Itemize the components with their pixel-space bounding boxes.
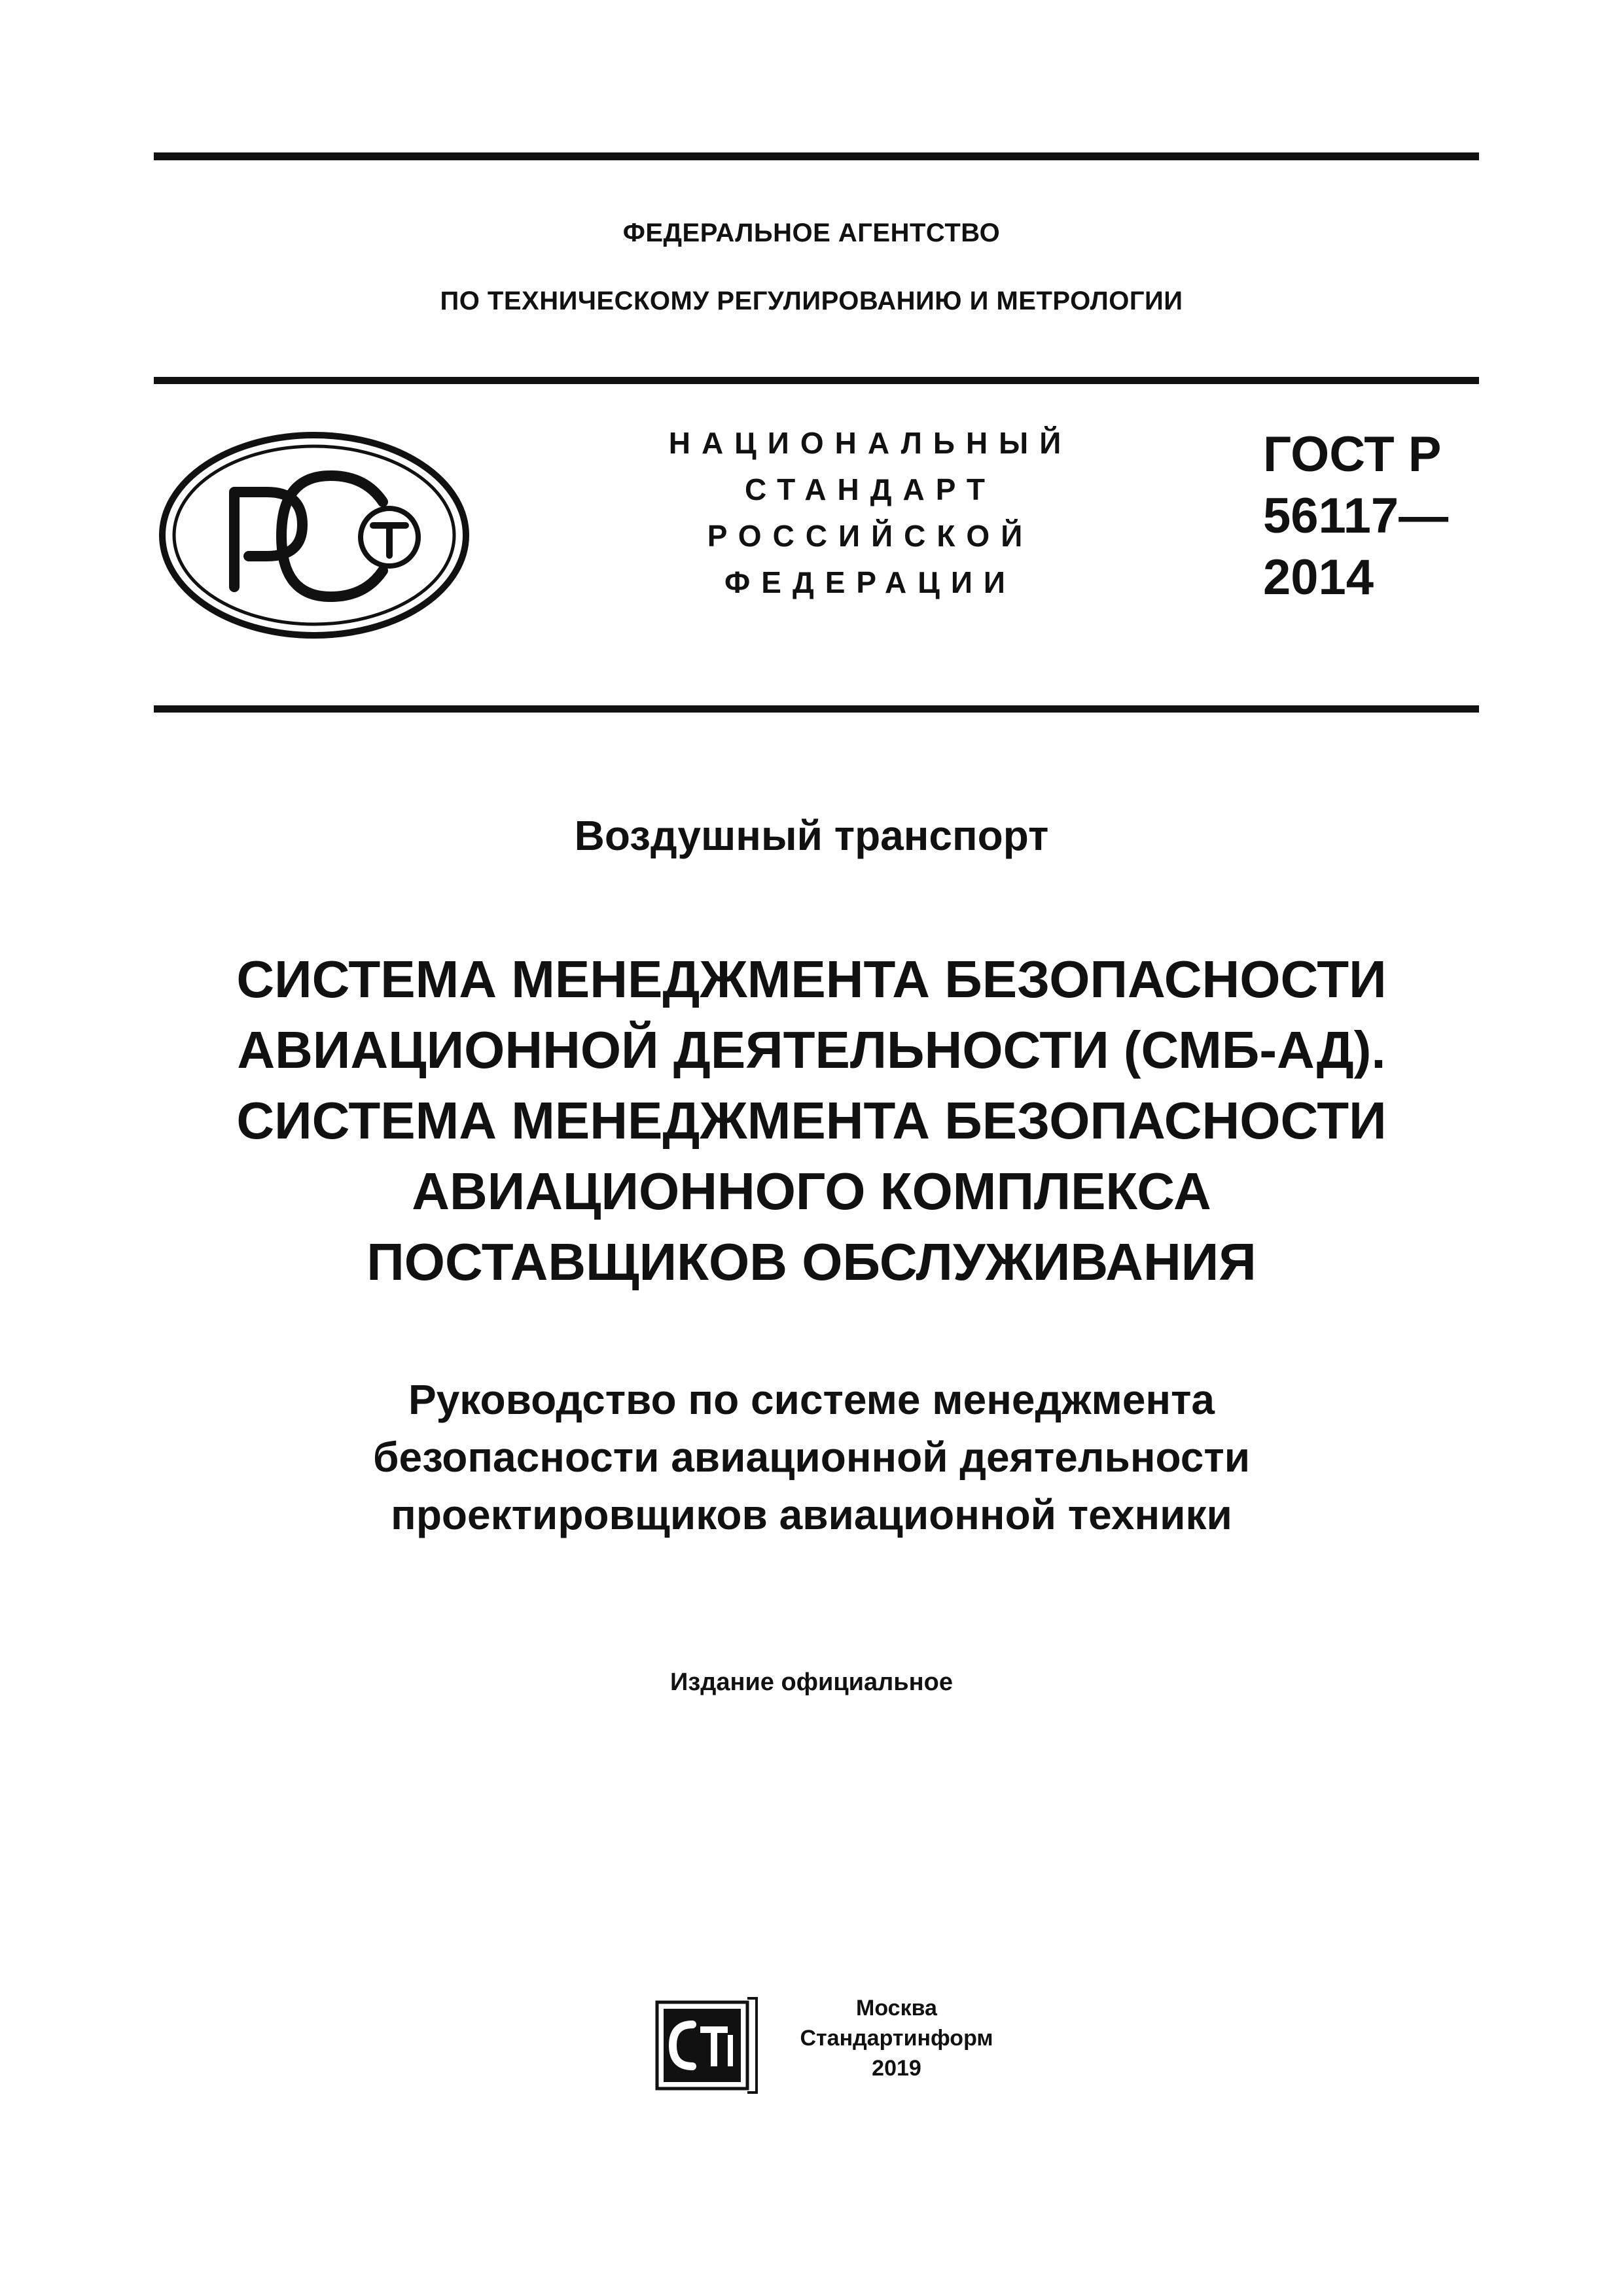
top-rule <box>154 152 1479 160</box>
national-line: РОССИЙСКОЙ <box>707 519 1034 553</box>
subtitle-line: Руководство по системе менеджмента <box>408 1376 1215 1423</box>
publisher-name: Стандартинформ <box>800 2026 993 2051</box>
title-line: АВИАЦИОННОГО КОМПЛЕКСА <box>412 1162 1211 1220</box>
title-line: СИСТЕМА МЕНЕДЖМЕНТА БЕЗОПАСНОСТИ <box>236 1091 1387 1150</box>
title-line: ПОСТАВЩИКОВ ОБСЛУЖИВАНИЯ <box>366 1233 1257 1291</box>
subtitle-line: проектировщиков авиационной техники <box>391 1491 1232 1538</box>
agency-line-2: ПО ТЕХНИЧЕСКОМУ РЕГУЛИРОВАНИЮ И МЕТРОЛОГИИ <box>440 287 1183 315</box>
gost-line: 2014 <box>1263 550 1374 605</box>
rst-conformity-mark-icon <box>157 430 471 641</box>
national-line: ФЕДЕРАЦИИ <box>724 565 1016 599</box>
document-title <box>0 944 1623 1298</box>
publisher-block <box>759 1993 1034 2083</box>
document-subject: Воздушный транспорт <box>574 812 1049 859</box>
document-subtitle <box>0 1371 1623 1544</box>
title-line: АВИАЦИОННОЙ ДЕЯТЕЛЬНОСТИ (СМБ-АД). <box>237 1021 1386 1079</box>
national-line: НАЦИОНАЛЬНЫЙ <box>668 426 1073 460</box>
gost-line: ГОСТ Р <box>1263 427 1442 482</box>
header-rule <box>154 377 1479 384</box>
national-standard-label <box>615 420 1126 606</box>
standard-rule <box>154 705 1479 713</box>
subtitle-line: безопасности авиационной деятельности <box>372 1434 1251 1481</box>
agency-line-1: ФЕДЕРАЛЬНОЕ АГЕНТСТВО <box>622 219 1001 247</box>
gost-line: 56117— <box>1263 488 1449 544</box>
edition-label: Издание официальное <box>670 1669 953 1696</box>
national-line: СТАНДАРТ <box>745 472 996 506</box>
publisher-city: Москва <box>856 1996 937 2021</box>
publisher-year: 2019 <box>872 2056 921 2081</box>
title-line: СИСТЕМА МЕНЕДЖМЕНТА БЕЗОПАСНОСТИ <box>236 950 1387 1008</box>
standartinform-logo-icon <box>654 1996 759 2094</box>
gost-number <box>1263 424 1448 609</box>
